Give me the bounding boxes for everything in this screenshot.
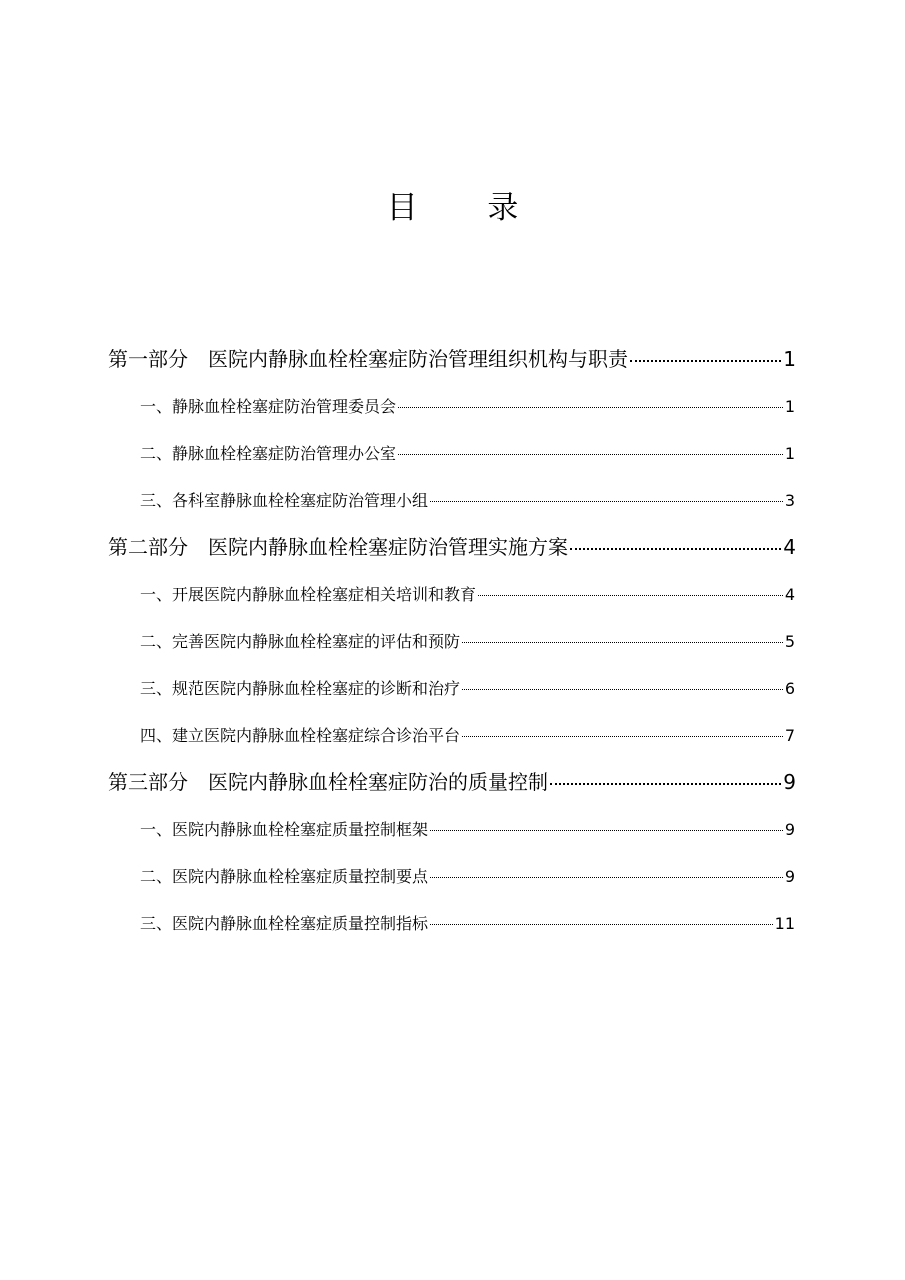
toc-entry-text: 三、各科室静脉血栓栓塞症防治管理小组: [140, 491, 429, 510]
toc-page-number: 9: [784, 867, 795, 886]
toc-entry-part[interactable]: [108, 336, 796, 383]
toc-entry-section[interactable]: [140, 430, 795, 477]
dot-leader: [430, 924, 773, 925]
toc-entry-section[interactable]: [140, 806, 795, 853]
toc-part-number: 第一部分: [108, 347, 188, 371]
dot-leader: [398, 454, 783, 455]
toc-entry-text: 二、静脉血栓栓塞症防治管理办公室: [140, 444, 397, 463]
toc-entry-text: 三、医院内静脉血栓栓塞症质量控制指标: [140, 914, 429, 933]
toc-page-number: 9: [783, 770, 796, 794]
toc-entry-part[interactable]: [108, 759, 796, 806]
toc-part-number: 第三部分: [108, 770, 188, 794]
toc-entry-text: 三、规范医院内静脉血栓栓塞症的诊断和治疗: [140, 679, 461, 698]
toc-page-number: 11: [774, 914, 795, 933]
toc-entry-label: [108, 524, 568, 571]
toc-page-number: 1: [783, 347, 796, 371]
dot-leader: [478, 595, 783, 596]
toc-entry-section[interactable]: [140, 712, 795, 759]
dot-leader: [462, 736, 783, 737]
dot-leader: [630, 360, 781, 362]
toc-entry-text: 二、医院内静脉血栓栓塞症质量控制要点: [140, 867, 429, 886]
dot-leader: [430, 830, 783, 831]
toc-entry-text: 二、完善医院内静脉血栓栓塞症的评估和预防: [140, 632, 461, 651]
toc-entry-section[interactable]: [140, 853, 795, 900]
dot-leader: [430, 501, 783, 502]
table-of-contents: [0, 336, 905, 947]
toc-page-number: 4: [783, 535, 796, 559]
toc-entry-section[interactable]: [140, 665, 795, 712]
toc-entry-label: [108, 759, 548, 806]
toc-page-number: 3: [784, 491, 795, 510]
toc-entry-section[interactable]: [140, 383, 795, 430]
toc-page-number: 1: [784, 397, 795, 416]
toc-page-number: 6: [784, 679, 795, 698]
toc-entry-text: 一、开展医院内静脉血栓栓塞症相关培训和教育: [140, 585, 477, 604]
toc-entry-text: 医院内静脉血栓栓塞症防治管理组织机构与职责: [208, 347, 628, 371]
toc-entry-label: [108, 336, 628, 383]
dot-leader: [550, 783, 781, 785]
toc-entry-text: 医院内静脉血栓栓塞症防治的质量控制: [208, 770, 548, 794]
dot-leader: [570, 548, 781, 550]
toc-page-number: 9: [784, 820, 795, 839]
toc-entry-section[interactable]: [140, 618, 795, 665]
toc-page-number: 1: [784, 444, 795, 463]
page-title: 目 录: [386, 190, 549, 226]
toc-entry-section[interactable]: [140, 571, 795, 618]
dot-leader: [462, 642, 783, 643]
toc-page-number: 7: [784, 726, 795, 745]
toc-entry-text: 一、医院内静脉血栓栓塞症质量控制框架: [140, 820, 429, 839]
dot-leader: [398, 407, 783, 408]
toc-entry-text: 医院内静脉血栓栓塞症防治管理实施方案: [208, 535, 568, 559]
toc-entry-section[interactable]: [140, 477, 795, 524]
dot-leader: [462, 689, 783, 690]
toc-part-number: 第二部分: [108, 535, 188, 559]
toc-entry-text: 一、静脉血栓栓塞症防治管理委员会: [140, 397, 397, 416]
dot-leader: [430, 877, 783, 878]
toc-page-number: 5: [784, 632, 795, 651]
toc-entry-section[interactable]: [140, 900, 795, 947]
toc-page-number: 4: [784, 585, 795, 604]
toc-entry-part[interactable]: [108, 524, 796, 571]
toc-entry-text: 四、建立医院内静脉血栓栓塞症综合诊治平台: [140, 726, 461, 745]
